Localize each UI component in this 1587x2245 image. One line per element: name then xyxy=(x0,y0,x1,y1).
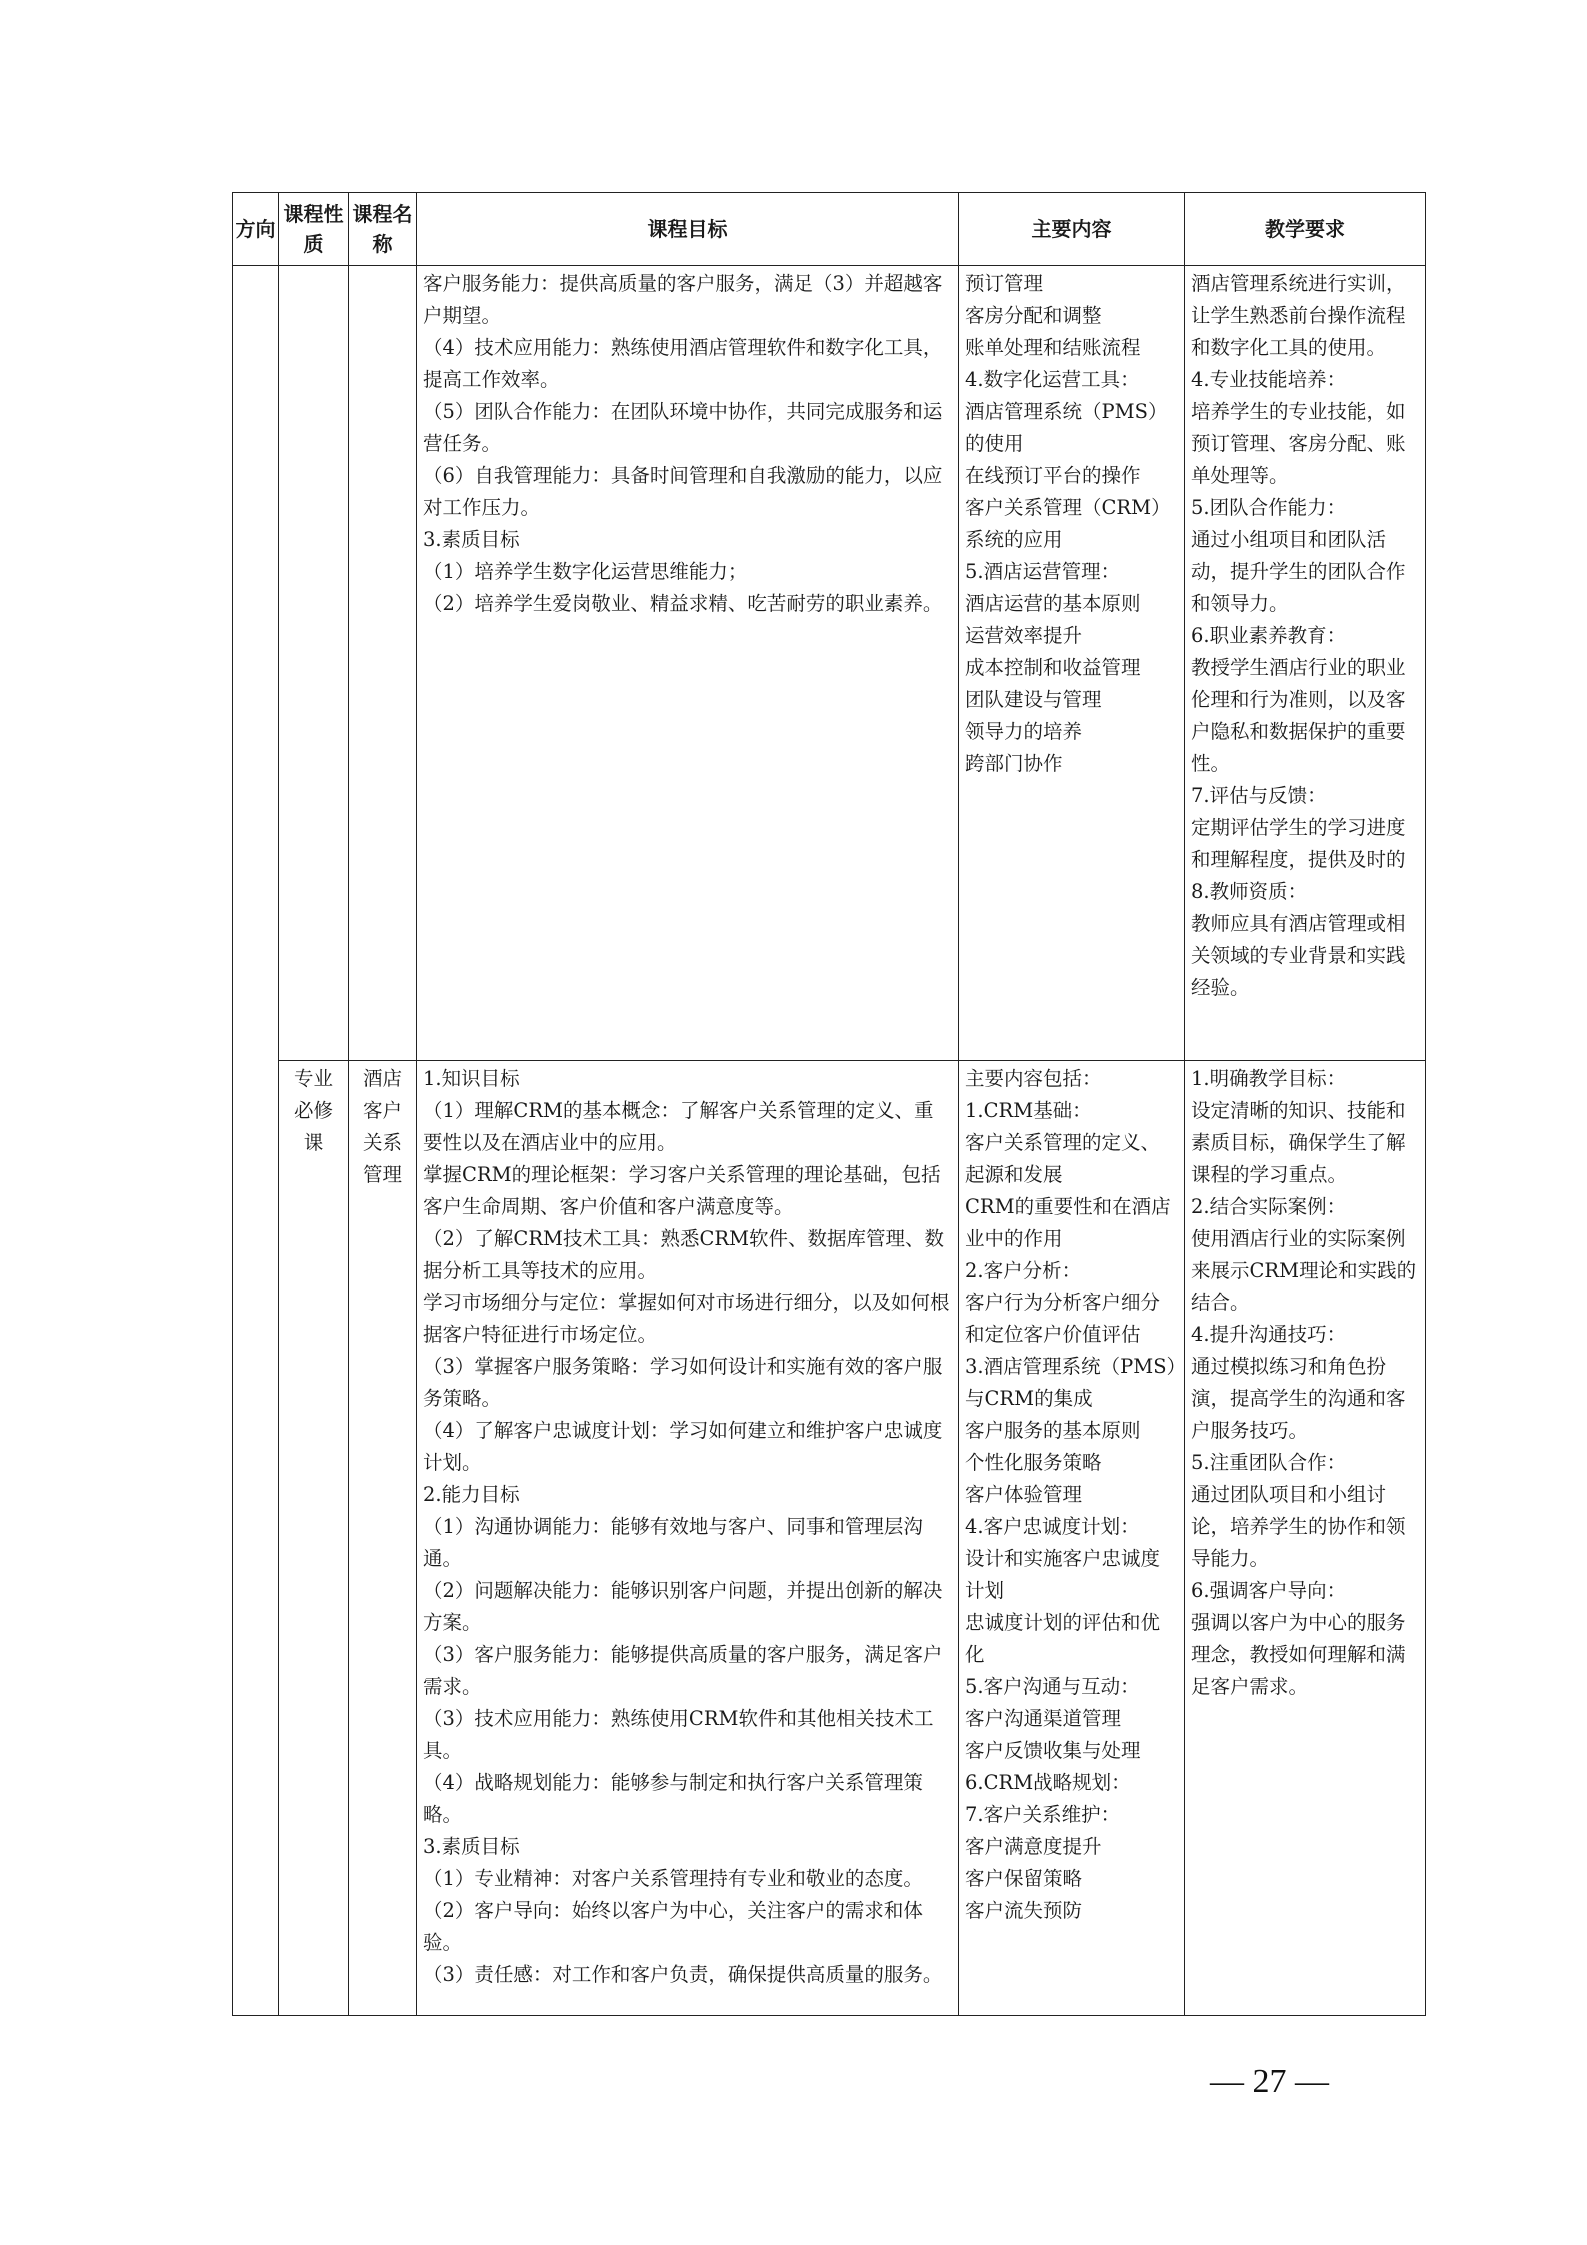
objective-line: 3.素质目标 xyxy=(423,528,520,551)
objectives-cell xyxy=(417,266,959,1061)
objective-line: （3）技术应用能力：熟练使用CRM软件和其他相关技术工具。 xyxy=(423,1707,934,1762)
objectives-cell xyxy=(417,1061,959,2016)
objective-line: （4）了解客户忠诚度计划：学习如何建立和维护客户忠诚度计划。 xyxy=(423,1419,943,1474)
objective-line: （2）问题解决能力：能够识别客户问题，并提出创新的解决方案。 xyxy=(423,1579,943,1634)
content-line: 4.客户忠诚度计划： xyxy=(965,1515,1140,1538)
content-line: 预订管理 xyxy=(965,272,1044,295)
content-cell xyxy=(959,266,1185,1061)
page-number: — 27 — xyxy=(1210,2063,1329,2100)
requirement-line: 定期评估学生的学习进度和理解程度，提供及时的 xyxy=(1191,816,1406,871)
objective-line: （1）专业精神：对客户关系管理持有专业和敬业的态度。 xyxy=(423,1867,923,1890)
requirements-cell xyxy=(1185,1061,1426,2016)
content-line: 客户保留策略 xyxy=(965,1867,1083,1890)
requirement-line: 6.强调客户导向： xyxy=(1191,1579,1347,1602)
requirements-cell xyxy=(1185,266,1426,1061)
requirement-line: 5.注重团队合作： xyxy=(1191,1451,1347,1474)
content-line: 主要内容包括： xyxy=(965,1067,1102,1090)
table-row xyxy=(233,266,1426,1061)
content-line: 客户行为分析客户细分和定位客户价值评估 xyxy=(965,1291,1161,1346)
content-line: 2.客户分析： xyxy=(965,1259,1082,1282)
objective-line: （4）战略规划能力：能够参与制定和执行客户关系管理策略。 xyxy=(423,1771,923,1826)
content-line: 在线预订平台的操作 xyxy=(965,464,1141,487)
header-requirements: 教学要求 xyxy=(1185,193,1426,266)
content-cell xyxy=(959,1061,1185,2016)
objective-line: （6）自我管理能力：具备时间管理和自我激励的能力，以应对工作压力。 xyxy=(423,464,943,519)
requirement-line: 培养学生的专业技能，如预订管理、客房分配、账单处理等。 xyxy=(1191,400,1406,487)
requirement-line: 教师应具有酒店管理或相关领域的专业背景和实践经验。 xyxy=(1191,912,1406,999)
content-line: 4.数字化运营工具： xyxy=(965,368,1140,391)
content-line: 1.CRM基础： xyxy=(965,1099,1092,1122)
objective-line: （1）沟通协调能力：能够有效地与客户、同事和管理层沟通。 xyxy=(423,1515,923,1570)
course-table xyxy=(232,192,1426,2016)
content-line: 客户满意度提升 xyxy=(965,1835,1102,1858)
requirement-line: 通过团队项目和小组讨论，培养学生的协作和领导能力。 xyxy=(1191,1483,1406,1570)
objective-line: 2.能力目标 xyxy=(423,1483,520,1506)
content-line: 个性化服务策略 xyxy=(965,1451,1102,1474)
objective-line: （2）培养学生爱岗敬业、精益求精、吃苦耐劳的职业素养。 xyxy=(423,592,943,615)
objective-line: 1.知识目标 xyxy=(423,1067,520,1090)
direction-cell xyxy=(233,266,279,2016)
requirement-line: 酒店管理系统进行实训，让学生熟悉前台操作流程和数字化工具的使用。 xyxy=(1191,272,1406,359)
header-nature: 课程性质 xyxy=(279,193,349,266)
requirement-line: 6.职业素养教育： xyxy=(1191,624,1347,647)
content-line: 5.客户沟通与互动： xyxy=(965,1675,1140,1698)
content-line: 忠诚度计划的评估和优化 xyxy=(965,1611,1161,1666)
header-content: 主要内容 xyxy=(959,193,1185,266)
requirement-line: 使用酒店行业的实际案例来展示CRM理论和实践的结合。 xyxy=(1191,1227,1417,1314)
requirement-line: 强调以客户为中心的服务理念，教授如何理解和满足客户需求。 xyxy=(1191,1611,1406,1698)
requirement-line: 1.明确教学目标： xyxy=(1191,1067,1347,1090)
objective-line: 3.素质目标 xyxy=(423,1835,520,1858)
requirement-line: 5.团队合作能力： xyxy=(1191,496,1347,519)
content-line: 客户关系管理（CRM）系统的应用 xyxy=(965,496,1171,551)
content-line: 运营效率提升 xyxy=(965,624,1083,647)
objective-line: （4）技术应用能力：熟练使用酒店管理软件和数字化工具，提高工作效率。 xyxy=(423,336,943,391)
objective-line: 掌握CRM的理论框架：学习客户关系管理的理论基础，包括客户生命周期、客户价值和客户满意度等。 xyxy=(423,1163,941,1218)
content-line: 6.CRM战略规划： xyxy=(965,1771,1131,1794)
content-line: 设计和实施客户忠诚度计划 xyxy=(965,1547,1161,1602)
objective-line: （2）了解CRM技术工具：熟悉CRM软件、数据库管理、数据分析工具等技术的应用。 xyxy=(423,1227,945,1282)
content-line: 7.客户关系维护： xyxy=(965,1803,1121,1826)
content-line: 3.酒店管理系统（PMS）与CRM的集成 xyxy=(965,1355,1177,1410)
objective-line: （3）责任感：对工作和客户负责，确保提供高质量的服务。 xyxy=(423,1963,943,1986)
content-line: 成本控制和收益管理 xyxy=(965,656,1141,679)
content-line: 酒店运营的基本原则 xyxy=(965,592,1141,615)
requirement-line: 7.评估与反馈： xyxy=(1191,784,1327,807)
content-line: 跨部门协作 xyxy=(965,752,1063,775)
requirement-line: 2.结合实际案例： xyxy=(1191,1195,1347,1218)
content-line: 客户关系管理的定义、起源和发展 xyxy=(965,1131,1161,1186)
content-line: 团队建设与管理 xyxy=(965,688,1102,711)
content-line: 领导力的培养 xyxy=(965,720,1083,743)
objective-line: 客户服务能力：提供高质量的客户服务，满足（3）并超越客户期望。 xyxy=(423,272,943,327)
requirement-line: 设定清晰的知识、技能和素质目标，确保学生了解课程的学习重点。 xyxy=(1191,1099,1406,1186)
content-line: 5.酒店运营管理： xyxy=(965,560,1121,583)
nature-cell xyxy=(279,266,349,1061)
content-line: 账单处理和结账流程 xyxy=(965,336,1141,359)
objective-line: （2）客户导向：始终以客户为中心，关注客户的需求和体验。 xyxy=(423,1899,923,1954)
table-row xyxy=(233,1061,1426,2016)
name-cell xyxy=(349,266,417,1061)
requirement-line: 通过小组项目和团队活动，提升学生的团队合作和领导力。 xyxy=(1191,528,1406,615)
objective-line: 学习市场细分与定位：掌握如何对市场进行细分，以及如何根据客户特征进行市场定位。 xyxy=(423,1291,950,1346)
content-line: 客户沟通渠道管理 xyxy=(965,1707,1122,1730)
objective-line: （1）理解CRM的基本概念：了解客户关系管理的定义、重要性以及在酒店业中的应用。 xyxy=(423,1099,934,1154)
requirement-line: 4.专业技能培养： xyxy=(1191,368,1347,391)
content-line: 客房分配和调整 xyxy=(965,304,1102,327)
requirement-line: 8.教师资质： xyxy=(1191,880,1308,903)
requirement-line: 通过模拟练习和角色扮演，提高学生的沟通和客户服务技巧。 xyxy=(1191,1355,1406,1442)
header-row xyxy=(233,193,1426,266)
content-line: 客户流失预防 xyxy=(965,1899,1083,1922)
header-direction: 方向 xyxy=(233,193,279,266)
requirement-line: 教授学生酒店行业的职业伦理和行为准则，以及客户隐私和数据保护的重要性。 xyxy=(1191,656,1406,775)
objective-line: （1）培养学生数字化运营思维能力； xyxy=(423,560,748,583)
requirement-line: 4.提升沟通技巧： xyxy=(1191,1323,1347,1346)
content-line: 客户反馈收集与处理 xyxy=(965,1739,1141,1762)
nature-cell: 专业必修课 xyxy=(279,1061,349,2016)
content-line: 客户体验管理 xyxy=(965,1483,1083,1506)
content-line: 酒店管理系统（PMS）的使用 xyxy=(965,400,1168,455)
name-cell: 酒店客户关系管理 xyxy=(349,1061,417,2016)
objective-line: （3）掌握客户服务策略：学习如何设计和实施有效的客户服务策略。 xyxy=(423,1355,943,1410)
objective-line: （3）客户服务能力：能够提供高质量的客户服务，满足客户需求。 xyxy=(423,1643,943,1698)
content-line: CRM的重要性和在酒店业中的作用 xyxy=(965,1195,1171,1250)
header-name: 课程名称 xyxy=(349,193,417,266)
content-line: 客户服务的基本原则 xyxy=(965,1419,1141,1442)
objective-line: （5）团队合作能力：在团队环境中协作，共同完成服务和运营任务。 xyxy=(423,400,943,455)
header-objectives: 课程目标 xyxy=(417,193,959,266)
